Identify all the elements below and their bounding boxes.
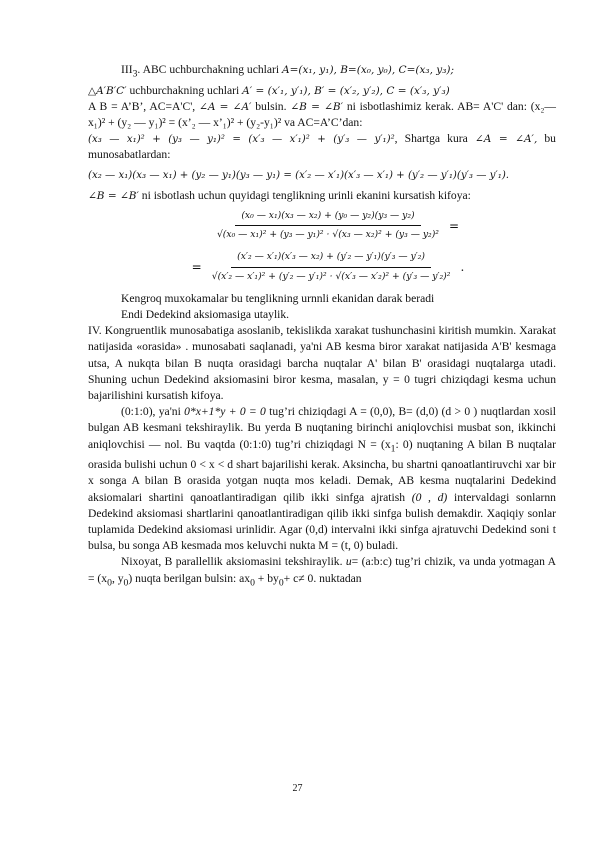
paragraph-iv: IV. Kongruentlik munosabatiga asoslanib, tekislikda xarakat tushunchasini kiritish mumkin. Xarakat natijasida «orasida» . munosabati saqlanadi, ya'ni AB kesma biror xarakat natijasida A'B' kesmaga utsa, A nukqta bilan B nuqta orasidagi barcha nuqtalar A' bilan B' orasidagi nuqtalarga utadi. Shuning uchun Dedekind aksiomasini biror kesma, masalan, y = 0 tugri chiziqdagi kesma uchun bajarilishini kursatish kifoya. [88,324,556,402]
document-body [88,62,556,591]
interval-inline: (0 , d) [411,490,448,504]
formula-angle-a: ∠A = ∠A′ [199,100,252,113]
text: intervaldagi sonlarnn Dedekind aksiomasi shartlarini qanoatlantiradigan qilib ikki sinfga bulish demakdir. Xaqiqiy sonlar tuplamida Dedekind aksiomasi urinlidir. Agar (0,d) intervalni ikki sinfga ajratuvchi Dedekind soni t bulsa, bu songa AB kesmada mos keluvchi nukta M = (t, 0) buladi. [88,490,556,553]
subscript: 0 [107,576,112,588]
fraction [206,249,457,284]
text: + by [254,571,279,585]
variable-u: u [345,555,352,569]
paragraph-dedekind-intro: Endi Dedekind aksiomasiga utaylik. [121,307,290,321]
formula-angle-b: ∠B = ∠B′ [290,100,344,113]
text: A B = A’B’, AC=A'C', [88,99,196,113]
fraction-denominator: √(x₀ — x₁)² + (y₃ — y₁)² · √(x₃ — x₂)² + (y₃ — y₂)² [216,229,439,241]
subscript: 0 [278,576,284,588]
text: , Shartga kura [394,132,468,146]
formula-triangle: △A′B′C′ [88,84,127,97]
fraction-numerator: (x′₂ — x′₁)(x′₃ — x₂) + (y′₂ — y′₁)(y′₃ — y′₂) [231,249,431,267]
period: . [460,259,465,274]
text: (0:1:0), ya'ni [121,405,185,419]
fraction-equation-1 [88,208,556,243]
paragraph-iii [88,62,556,99]
text: + c≠ 0. nuktadan [283,571,362,585]
subscript: 3 [132,68,138,80]
subscript: 0 [123,576,129,588]
subscript: 1 [390,442,396,454]
paragraph-parallel-axiom [88,554,556,591]
text: uchburchakning uchlari [126,83,240,97]
formula-products: (x₂ — x₁)(x₃ — x₁) + (y₂ — y₁)(y₃ — y₁) = (x′₂ — x′₁)(x′₃ — x′₁) + (y′₂ — y′₁)(y′₃ — y′₁). [88,169,510,181]
text: , y [111,571,124,585]
fraction-equation-2 [88,249,556,284]
paragraph-ac-equation [88,131,556,163]
text: Nixoyat, B parallellik aksiomasini tekshiraylik. [121,555,343,569]
text: : 0) nuqtaning A bilan B nuqtalar orasida bulishi uchun 0 < x < d shart bajarilishi kerak. Aksincha, bu shartni qanoatlantiruvchi xar bir x songa A bilan B orasida yotgan nuqta mos keladi. Demak, AB kesma nuqtalarini Dedekind aksiomalari shartini qanoatlantiradigan qilib ikki sinfga ajratish [88,437,556,504]
formula-angle-b2: ∠B = ∠B′ [88,189,139,202]
text: bu munosabatlardan: [88,132,556,162]
paragraph-product-equation [88,167,556,183]
page-number: 27 [292,783,303,794]
formula-vertices-abc: A=(x₁, y₁), B=(x₀, y₀), C=(x₃, y₃); [282,64,455,76]
fraction-denominator: √(x′₂ — x′₁)² + (y′₂ — y′₁)² · √(x′₃ — x′₂)² + (y′₃ — y′₂)² [211,270,451,282]
equation-inline: 0*x+1*y + 0 = 0 [184,405,266,419]
text: = (a:b:c) tug’ri chizik, va unda yotmagan A = (x [88,555,556,585]
text: . ABC uchburchakning uchlari [137,63,280,76]
text: ) nuqta berilgan bulsin: ax [128,571,251,585]
paragraph-line-example [88,404,556,554]
formula-vertices-prime: A′ = (x′₁, y′₁), B′ = (x′₂, y′₂), C = (x′₃, y′₃) [242,84,450,97]
fraction-numerator: (x₀ — x₁)(x₃ — x₂) + (y₀ — y₂)(y₃ — y₂) [235,208,420,226]
paragraph-conclusion: Kengroq muxokamalar bu tenglikning urnnli ekanidan darak beradi [121,291,435,305]
fraction [211,208,445,243]
text: ni isbotlashimiz kerak. AB= A'C' dan: (x₂— x₁)² + (y₂ — y₁)² = (x’₂ — x’₁)² + (y₂-y₁)² va AC=A’C’dan: [88,99,557,129]
formula-angle-a2: ∠A = ∠A′, [474,133,538,146]
text: III [121,63,133,76]
text: tug’ri chiziqdagi A = (0,0), B= (d,0) (d > 0 ) nuqtlardan xosil bulgan AB kesmani tekshiraylik. Bu yerda B nuqtaning birinchi aniqlovchisi musbat son, ikkinchi aniqlovchisi — nol. Bu vaqtda (0:1:0) tug’ri chiziqdagi N = (x [88,405,557,451]
paragraph-conditions [88,99,556,131]
formula-ac: (x₃ — x₁)² + (y₃ — y₁)² = (x′₃ — x′₁)² + (y′₃ — y′₁)² [88,134,395,146]
subscript: 0 [250,576,255,588]
text: bulsin. [251,99,287,113]
paragraph-to-prove [88,188,556,204]
text: ni isbotlash uchun quyidagi tenglikning urinli ekanini kursatish kifoya: [138,188,471,202]
equals-sign: = [448,218,460,233]
equals-sign: = [191,259,202,274]
